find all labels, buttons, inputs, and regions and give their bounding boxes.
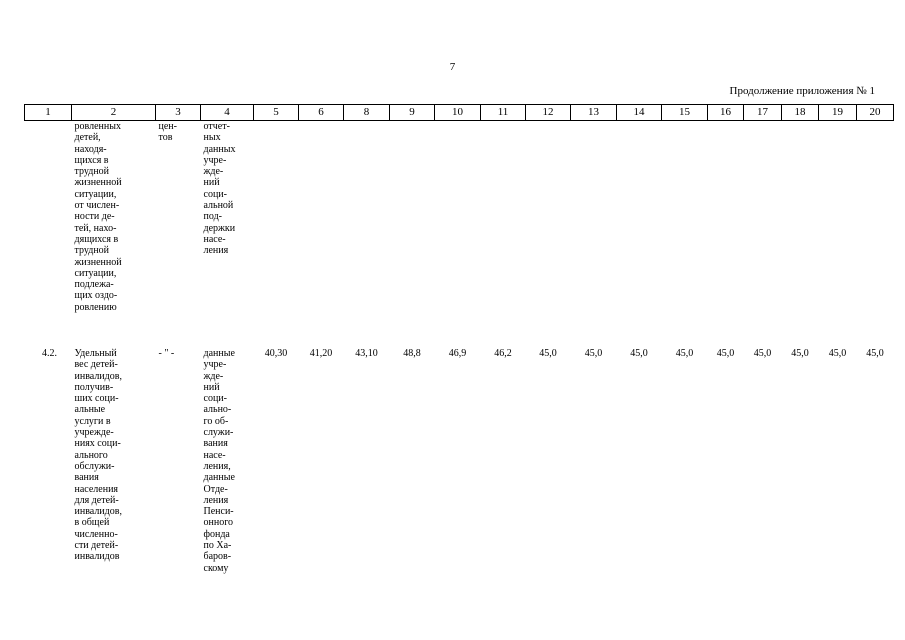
column-header: 15: [662, 105, 708, 121]
value-cell: [435, 121, 481, 349]
value-cell: [819, 121, 857, 349]
column-header: 2: [72, 105, 156, 121]
value-cell: [744, 121, 782, 349]
page-number: 7: [449, 61, 456, 73]
value-cell: 45,0: [753, 348, 772, 359]
column-header: 3: [156, 105, 201, 121]
column-header: 5: [254, 105, 299, 121]
value-cell: [617, 121, 662, 349]
continuation-caption: Продолжение приложения № 1: [729, 85, 875, 97]
column-header: 8: [344, 105, 390, 121]
table-row: [25, 348, 894, 574]
value-cell: [254, 121, 299, 349]
value-cell: [662, 121, 708, 349]
column-header: 20: [857, 105, 894, 121]
column-header: 16: [708, 105, 744, 121]
value-cell: 43,10: [355, 348, 378, 359]
value-cell: 45,0: [791, 348, 809, 359]
value-cell: [390, 121, 435, 349]
value-cell: [481, 121, 526, 349]
value-cell: 40,30: [264, 348, 288, 359]
unit-cell: - " -: [158, 348, 175, 359]
source-cell: данные учре- жде- ний соци- ально- го об- служи- вания насе- ления, данные Отде- ления Пенси- онного фонда по Ха- баров- скому: [203, 348, 235, 574]
column-header: 18: [782, 105, 819, 121]
column-header: 14: [617, 105, 662, 121]
source-cell: отчет- ных данных учре- жде- ний соци- альной под- держки насе- ления: [203, 121, 236, 257]
table-row: [25, 121, 894, 349]
value-cell: 45,0: [866, 348, 884, 359]
row-number-cell: [25, 121, 72, 349]
value-cell: 48,8: [403, 348, 421, 359]
value-cell: 45,0: [630, 348, 648, 359]
value-cell: 45,0: [828, 348, 847, 359]
value-cell: 45,0: [716, 348, 735, 359]
column-header: 10: [435, 105, 481, 121]
value-cell: [857, 121, 894, 349]
column-header: 4: [201, 105, 254, 121]
value-cell: [344, 121, 390, 349]
value-cell: [782, 121, 819, 349]
value-cell: 46,9: [448, 348, 467, 359]
value-cell: 45,0: [584, 348, 603, 359]
value-cell: [526, 121, 571, 349]
indicator-name-cell: ровленных детей, находя- щихся в трудной жизненной ситуации, от числен- ности де- тей, нахо- дящихся в трудной жизненной ситуации, подлежа- щих оздо- ровлению: [74, 121, 122, 313]
value-cell: 45,0: [539, 348, 557, 359]
value-cell: 45,0: [675, 348, 694, 359]
header-row: [25, 105, 894, 121]
data-table: [24, 104, 894, 574]
column-header: 11: [481, 105, 526, 121]
column-header: 1: [25, 105, 72, 121]
value-cell: [571, 121, 617, 349]
value-cell: [708, 121, 744, 349]
unit-cell: цен- тов: [158, 121, 177, 144]
indicator-name-cell: Удельный вес детей- инвалидов, получив- ших соци- альные услуги в учрежде- ниях соци- ального обслужи- вания населения для детей- инвалидов, в общей численно- сти детей- инвалидов: [74, 348, 122, 563]
column-header: 19: [819, 105, 857, 121]
column-header: 13: [571, 105, 617, 121]
column-header: 6: [299, 105, 344, 121]
column-header: 12: [526, 105, 571, 121]
column-header: 17: [744, 105, 782, 121]
value-cell: 41,20: [309, 348, 333, 359]
row-number-cell: 4.2.: [42, 348, 57, 359]
value-cell: 46,2: [494, 348, 512, 359]
value-cell: [299, 121, 344, 349]
column-header: 9: [390, 105, 435, 121]
